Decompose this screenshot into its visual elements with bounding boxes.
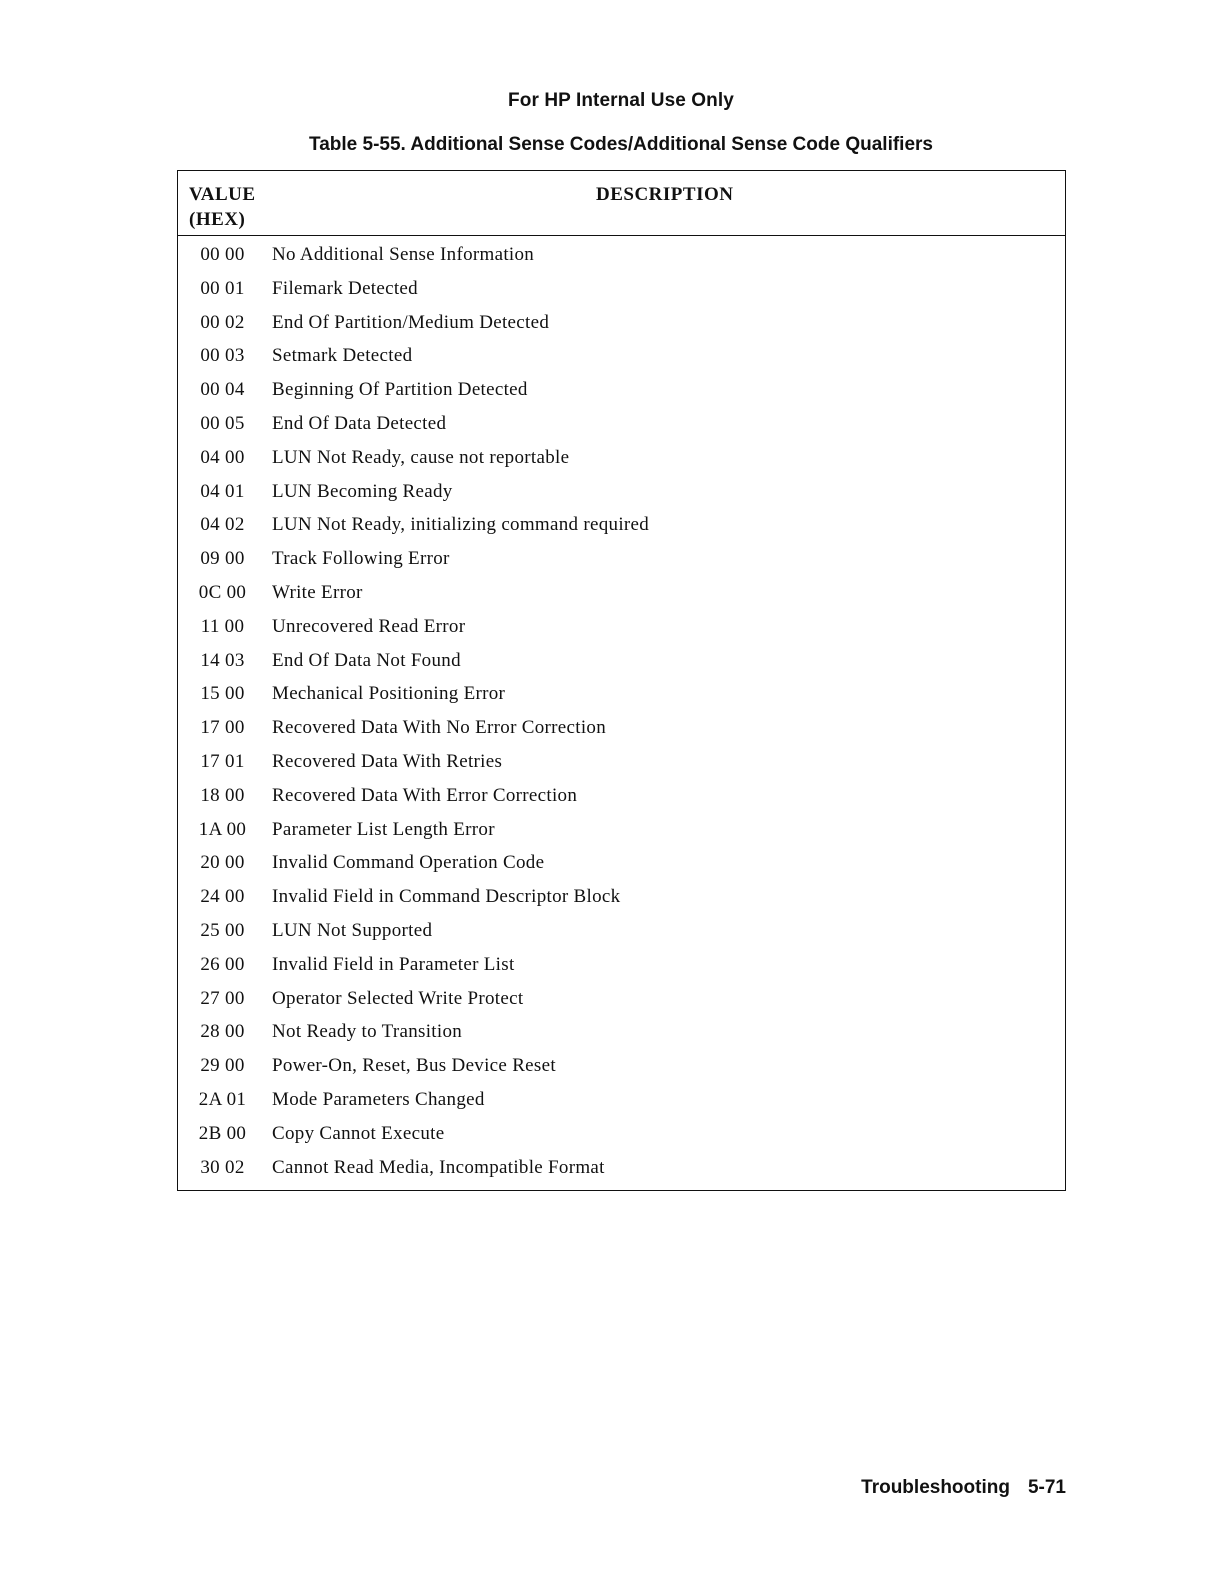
table-title: Table 5-55. Additional Sense Codes/Additional Sense Code Qualifiers bbox=[309, 134, 933, 155]
footer-page-number: 5-71 bbox=[1027, 1477, 1066, 1498]
sense-code-description: Copy Cannot Execute bbox=[272, 1122, 445, 1144]
sense-code-description: End Of Data Not Found bbox=[272, 649, 461, 671]
table-row bbox=[178, 378, 1065, 412]
sense-code-description: Beginning Of Partition Detected bbox=[272, 379, 528, 401]
sense-code-value: 2A 01 bbox=[198, 1088, 247, 1110]
sense-code-value: 00 03 bbox=[200, 345, 245, 367]
sense-code-value: 20 00 bbox=[200, 852, 245, 874]
table-row bbox=[178, 750, 1065, 784]
sense-code-description: Write Error bbox=[272, 581, 363, 603]
sense-code-value: 2B 00 bbox=[198, 1122, 247, 1144]
table-row bbox=[178, 277, 1065, 311]
sense-code-value: 1A 00 bbox=[198, 818, 247, 840]
sense-code-description: No Additional Sense Information bbox=[272, 244, 535, 265]
sense-code-description: Power-On, Reset, Bus Device Reset bbox=[272, 1055, 556, 1077]
sense-code-description: LUN Not Ready, initializing command required bbox=[272, 514, 650, 536]
sense-code-description: Cannot Read Media, Incompatible Format bbox=[272, 1156, 605, 1178]
sense-code-value: 14 03 bbox=[200, 649, 245, 671]
sense-code-value: 00 01 bbox=[200, 277, 245, 299]
column-header-description: DESCRIPTION bbox=[596, 184, 734, 205]
table-row bbox=[178, 547, 1065, 581]
sense-code-value: 11 00 bbox=[200, 615, 245, 637]
table-row bbox=[178, 311, 1065, 345]
table-row bbox=[178, 344, 1065, 378]
table-body bbox=[178, 243, 1065, 1189]
sense-code-description: Unrecovered Read Error bbox=[272, 615, 466, 637]
table-row bbox=[178, 412, 1065, 446]
table-row bbox=[178, 818, 1065, 852]
table-row bbox=[178, 615, 1065, 649]
sense-code-value: 15 00 bbox=[200, 683, 245, 705]
sense-code-description: Invalid Command Operation Code bbox=[272, 852, 545, 874]
column-header-value-line2: (HEX) bbox=[189, 209, 246, 230]
table-row bbox=[178, 1122, 1065, 1156]
sense-code-description: End Of Data Detected bbox=[272, 412, 447, 434]
sense-code-description: Mechanical Positioning Error bbox=[272, 683, 506, 705]
sense-code-description: Mode Parameters Changed bbox=[272, 1088, 485, 1110]
table-row bbox=[178, 480, 1065, 514]
sense-code-value: 04 02 bbox=[200, 514, 245, 536]
table-row bbox=[178, 513, 1065, 547]
sense-code-value: 25 00 bbox=[200, 919, 245, 941]
sense-code-value: 00 04 bbox=[200, 379, 245, 401]
sense-code-value: 26 00 bbox=[200, 953, 245, 975]
table-row bbox=[178, 885, 1065, 919]
table-row bbox=[178, 784, 1065, 818]
sense-code-description: Invalid Field in Command Descriptor Block bbox=[272, 886, 621, 908]
table-row bbox=[178, 581, 1065, 615]
column-header-value-line1: VALUE bbox=[189, 184, 256, 205]
table-row bbox=[178, 649, 1065, 683]
sense-code-description: Not Ready to Transition bbox=[272, 1021, 463, 1043]
sense-code-description: Setmark Detected bbox=[272, 345, 413, 367]
sense-code-description: Operator Selected Write Protect bbox=[272, 987, 524, 1009]
footer-section-title: Troubleshooting bbox=[861, 1477, 1010, 1498]
table-row bbox=[178, 987, 1065, 1021]
sense-code-value: 00 00 bbox=[200, 244, 245, 265]
internal-use-banner: For HP Internal Use Only bbox=[508, 90, 734, 111]
table-row bbox=[178, 919, 1065, 953]
sense-code-value: 17 01 bbox=[200, 750, 245, 772]
sense-code-value: 28 00 bbox=[200, 1021, 245, 1043]
sense-code-value: 00 05 bbox=[200, 412, 245, 434]
sense-code-description: LUN Becoming Ready bbox=[272, 480, 453, 502]
sense-code-value: 04 00 bbox=[200, 446, 245, 468]
sense-code-value: 30 02 bbox=[200, 1156, 245, 1178]
sense-code-description: Recovered Data With No Error Correction bbox=[272, 717, 606, 739]
sense-code-value: 04 01 bbox=[200, 480, 245, 502]
sense-code-value: 29 00 bbox=[200, 1055, 245, 1077]
table-row bbox=[178, 1088, 1065, 1122]
sense-code-description: Invalid Field in Parameter List bbox=[272, 953, 515, 975]
sense-codes-table bbox=[177, 170, 1066, 1191]
page-footer bbox=[861, 1477, 1066, 1499]
table-row bbox=[178, 953, 1065, 987]
sense-code-description: Recovered Data With Retries bbox=[272, 750, 503, 772]
sense-code-description: LUN Not Supported bbox=[272, 919, 433, 941]
sense-code-description: Parameter List Length Error bbox=[272, 818, 495, 840]
table-row bbox=[178, 1054, 1065, 1088]
sense-code-value: 24 00 bbox=[200, 886, 245, 908]
sense-code-description: Recovered Data With Error Correction bbox=[272, 784, 578, 806]
table-row bbox=[178, 1020, 1065, 1054]
sense-code-description: Track Following Error bbox=[272, 548, 450, 570]
table-row bbox=[178, 446, 1065, 480]
table-row bbox=[178, 716, 1065, 750]
sense-code-value: 18 00 bbox=[200, 784, 245, 806]
sense-code-value: 00 02 bbox=[200, 311, 245, 333]
table-row bbox=[178, 1156, 1065, 1190]
sense-code-value: 0C 00 bbox=[198, 581, 247, 603]
sense-code-value: 27 00 bbox=[200, 987, 245, 1009]
sense-code-value: 09 00 bbox=[200, 548, 245, 570]
table-header bbox=[178, 171, 1065, 236]
sense-code-description: LUN Not Ready, cause not reportable bbox=[272, 446, 570, 468]
sense-code-description: Filemark Detected bbox=[272, 277, 418, 299]
table-row bbox=[178, 243, 1065, 277]
sense-code-value: 17 00 bbox=[200, 717, 245, 739]
table-row bbox=[178, 682, 1065, 716]
table-row bbox=[178, 851, 1065, 885]
sense-code-description: End Of Partition/Medium Detected bbox=[272, 311, 550, 333]
column-header-value bbox=[189, 182, 256, 232]
